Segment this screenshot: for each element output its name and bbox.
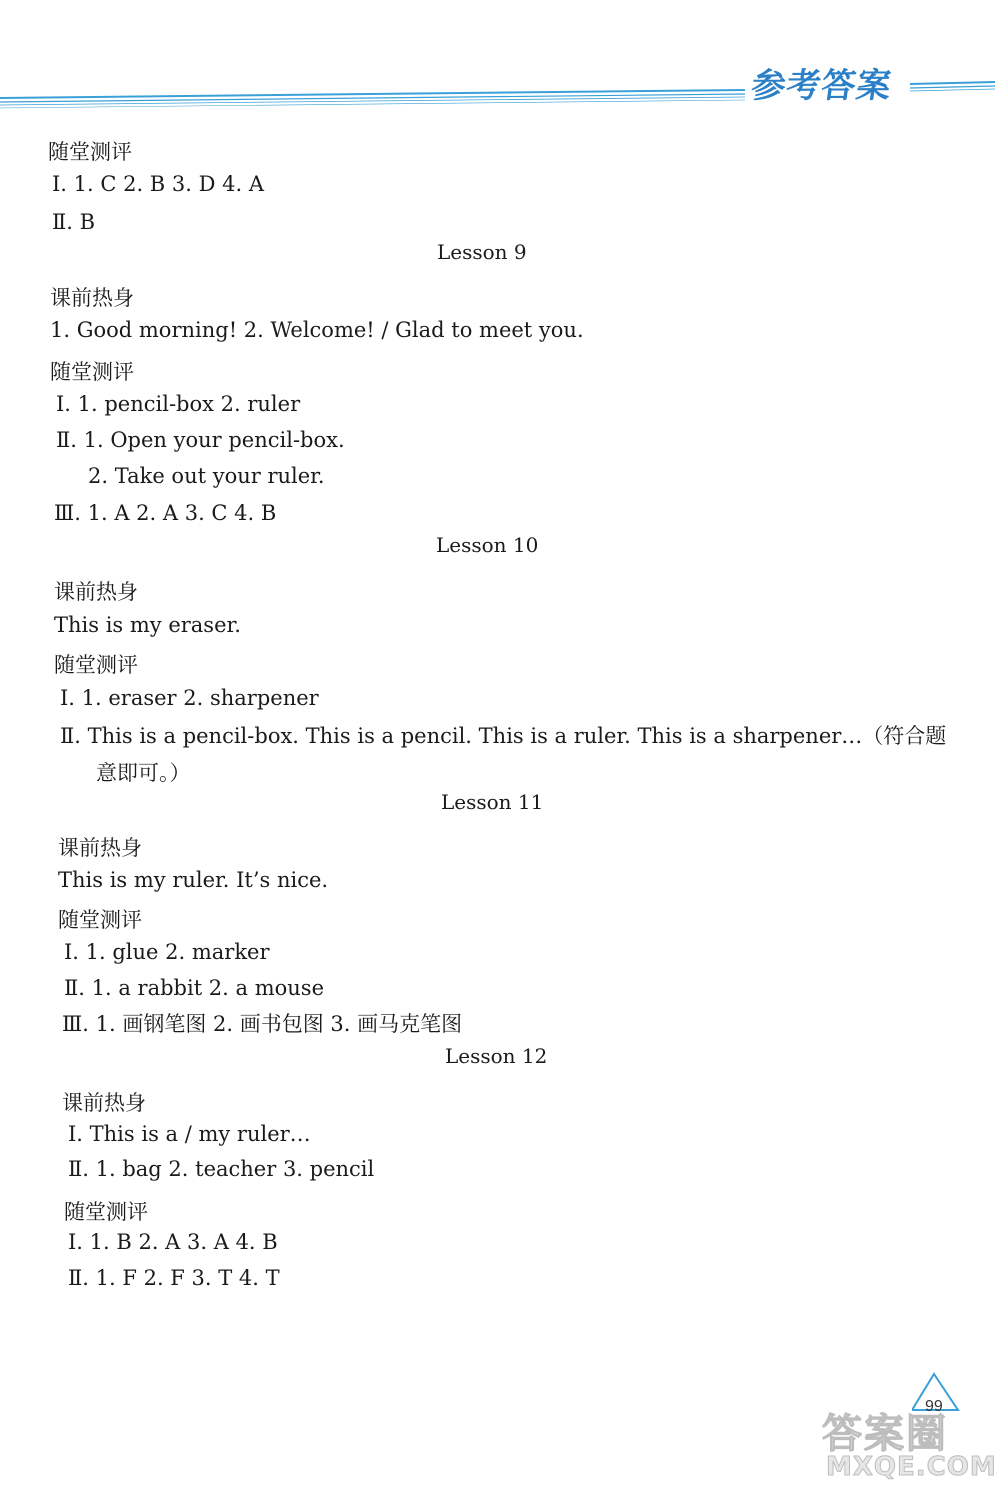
section-heading: 课前热身 bbox=[58, 836, 142, 860]
section-heading: 随堂测评 bbox=[58, 908, 142, 932]
answer-line: Ⅱ. 1. bag 2. teacher 3. pencil bbox=[68, 1157, 375, 1181]
answer-line: Ⅱ. 1. Open your pencil-box. bbox=[56, 428, 345, 452]
answer-line: Ⅱ. 1. a rabbit 2. a mouse bbox=[64, 976, 324, 1000]
section-heading: 课前热身 bbox=[62, 1091, 146, 1115]
answer-line: This is my eraser. bbox=[54, 613, 241, 637]
answer-line: Ⅰ. 1. glue 2. marker bbox=[64, 940, 270, 964]
answer-line: 2. Take out your ruler. bbox=[88, 464, 325, 488]
answer-line: Ⅱ. 1. F 2. F 3. T 4. T bbox=[68, 1266, 280, 1290]
answer-line: 1. Good morning! 2. Welcome! / Glad to meet you. bbox=[50, 318, 584, 342]
watermark-logo: 答案圈 bbox=[822, 1411, 948, 1457]
lesson-title: Lesson 12 bbox=[445, 1044, 548, 1068]
section-heading: 课前热身 bbox=[54, 580, 138, 604]
lesson-title: Lesson 10 bbox=[436, 533, 539, 557]
answer-line: Ⅰ. 1. eraser 2. sharpener bbox=[60, 686, 319, 710]
answer-line: Ⅲ. 1. A 2. A 3. C 4. B bbox=[54, 501, 277, 525]
answer-line: Ⅱ. B bbox=[52, 210, 96, 234]
watermark-url: MXQE.COM bbox=[826, 1452, 997, 1482]
section-heading: 课前热身 bbox=[50, 286, 134, 310]
lesson-title: Lesson 9 bbox=[437, 240, 527, 264]
page-number: 99 bbox=[925, 1398, 943, 1415]
section-heading: 随堂测评 bbox=[64, 1200, 148, 1224]
section-heading: 随堂测评 bbox=[54, 653, 138, 677]
answer-line: 意即可。） bbox=[96, 761, 191, 785]
section-heading: 随堂测评 bbox=[48, 140, 132, 164]
answer-line: Ⅱ. This is a pencil-box. This is a pencil. This is a ruler. This is a sharpener…（符合题 bbox=[60, 724, 947, 748]
answer-line: This is my ruler. It’s nice. bbox=[58, 868, 329, 892]
answer-line: Ⅰ. 1. B 2. A 3. A 4. B bbox=[68, 1230, 278, 1254]
header-title: 参考答案 bbox=[748, 66, 895, 106]
answer-line: Ⅰ. This is a / my ruler… bbox=[68, 1122, 311, 1146]
answer-line: Ⅰ. 1. C 2. B 3. D 4. A bbox=[52, 172, 265, 196]
answer-line: Ⅰ. 1. pencil-box 2. ruler bbox=[56, 392, 301, 416]
answer-line: Ⅲ. 1. 画钢笔图 2. 画书包图 3. 画马克笔图 bbox=[62, 1012, 463, 1036]
lesson-title: Lesson 11 bbox=[441, 790, 544, 814]
section-heading: 随堂测评 bbox=[50, 360, 134, 384]
